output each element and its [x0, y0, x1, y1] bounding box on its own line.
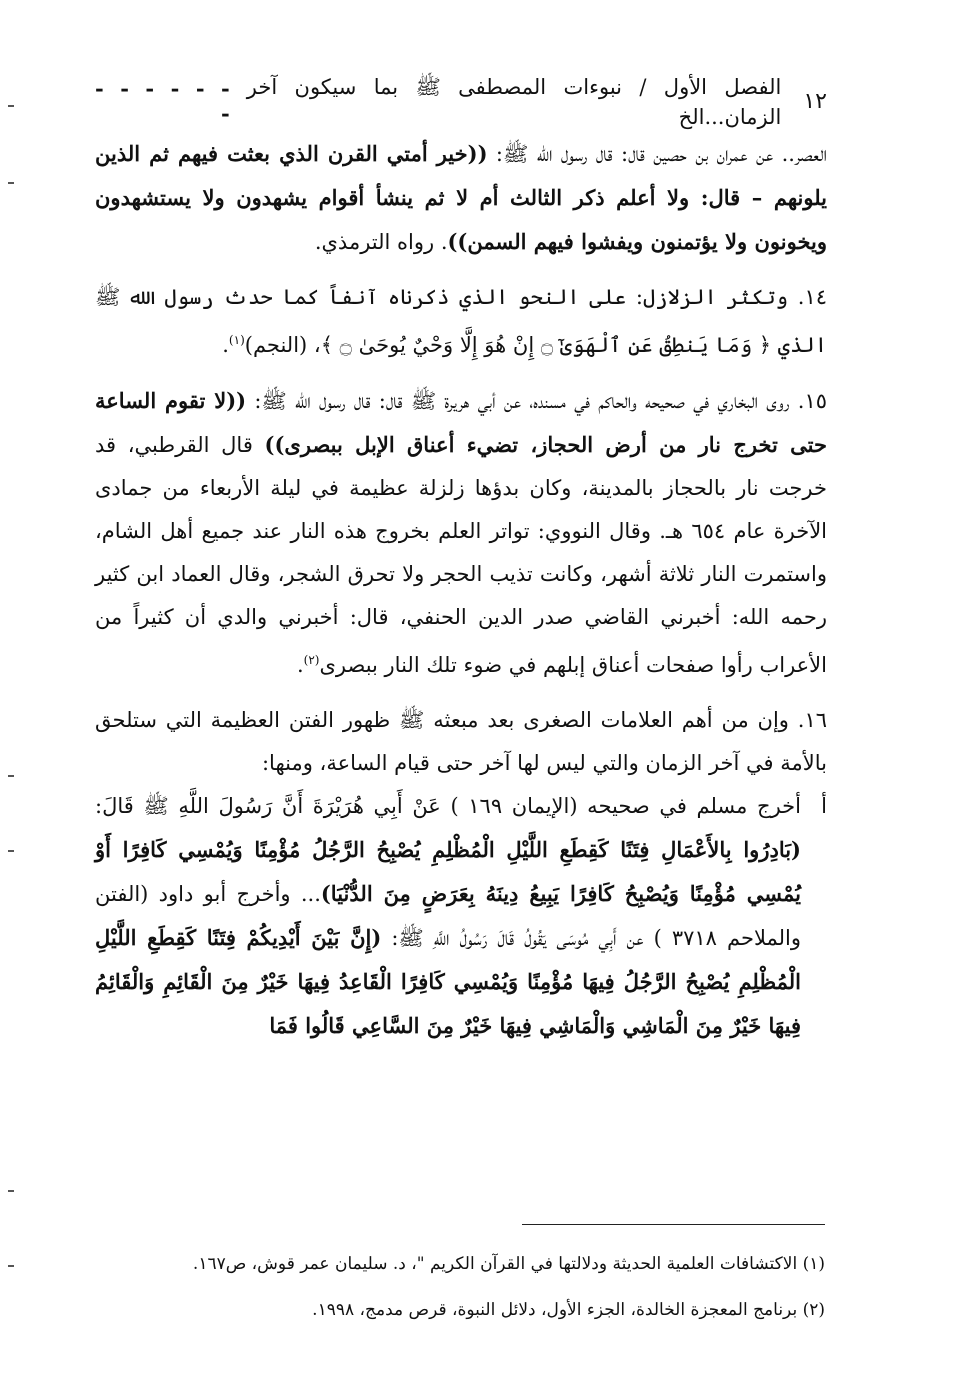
- item-a-hadith-1: (بَادِرُوا بِالأَعْمَالِ فِتَنًا كَقِطَعِ اللَّيْلِ الْمُظْلِمِ يُصْبِحُ الرَّجُلُ مُؤْمِنًا وَيُمْسِي كَافِرًا أَوْ يُمْسِي مُؤْمِنًا وَيُصْبِحُ كَافِرًا يَبِيعُ دِينَهُ بِعَرَضٍ مِنَ الدُّنْيَا): [95, 837, 801, 906]
- p14-text: ١٤. وتكثر الزلازل: على النحو الذي ذكرناه آنفاً كما حدث رسول الله ﷺ الذي ﴿ وَمَا يَنطِقُ عَنِ ٱلْهَوَىٰٓ ۝ إِنْ هُوَ إِلَّا وَحْيٌ يُوحَىٰ ۝ ﴾، (النجم): [95, 285, 827, 357]
- paragraph-14-earthquakes: [95, 276, 827, 367]
- paragraph-hadith-best-generation: [95, 132, 827, 264]
- p1-intro: العصر.. عن عمران بن حصين قال: قال رسول الله ﷺ:: [487, 142, 827, 166]
- page-body: [95, 74, 828, 1048]
- running-title: الفصل الأول / نبوءات المصطفى ﷺ بما سيكون آخر الزمان...الخ: [246, 74, 782, 129]
- header-dashes: - - - - - - -: [95, 76, 233, 126]
- footnote-2: (٢) برنامج المعجزة الخالدة، الجزء الأول، دلائل النبوة، قرص مدمج، ١٩٩٨.: [312, 1300, 825, 1320]
- scan-margin-mark: [8, 105, 14, 107]
- p15-intro: ١٥. روى البخاري في صحيحه والحاكم في مسنده، عن أبي هريرة ﷺ قال: قال رسول الله ﷺ:: [246, 389, 827, 413]
- item-a-muslim-intro: أخرج مسلم في صحيحه (الإيمان ١٦٩ ) عَنْ أَبِي هُرَيْرَةَ أَنَّ رَسُولَ اللَّهِ ﷺ قَالَ:: [95, 794, 801, 818]
- footnote-ref-1: (١): [228, 333, 245, 347]
- item-a-hadith-2: (إِنَّ بَيْنَ أَيْدِيكُمْ فِتَنًا كَقِطَعِ اللَّيْلِ الْمُظْلِمِ يُصْبِحُ الرَّجُلُ فِيهَا مُؤْمِنًا وَيُمْسِي كَافِرًا الْقَاعِدُ فِيهَا خَيْرٌ مِنَ الْقَائِمِ وَالْقَائِمُ فِيهَا خَيْرٌ مِنَ الْمَاشِي وَالْمَاشِي فِيهَا خَيْرٌ مِنَ السَّاعِي قَالُوا فَمَا: [95, 925, 801, 1038]
- running-header: [95, 74, 827, 129]
- scan-margin-mark: [8, 1190, 14, 1192]
- p15-commentary: قال القرطبي، قد خرجت نار بالحجاز بالمدينة، وكان بدؤها زلزلة عظيمة في ليلة الأربعاء من جمادى الآخرة عام ٦٥٤ هـ. وقال النووي: تواتر العلم بخروج هذه النار عند جميع أهل الشام، واستمرت النار ثلاثة أشهر، وكانت تذيب الحجر ولا تحرق الشجر، وقال العماد ابن كثير رحمه الله: أخبرني القاضي صدر الدين الحنفي، قال: أخبرني والدي أن كثيراً من الأعراب رأوا صفحات أعناق إبلهم في ضوء تلك النار ببصرى: [95, 433, 828, 677]
- list-item-a: [95, 785, 827, 1048]
- footnote-1: (١) الاكتشافات العلمية الحديثة ودلالتها في القرآن الكريم "، د. سليمان عمر قوش، ص١٦٧.: [192, 1254, 825, 1274]
- scan-margin-mark: [8, 775, 14, 777]
- p14-end: .: [222, 333, 229, 357]
- paragraph-15-fire-hijaz: [95, 379, 827, 687]
- p15-end: .: [296, 653, 304, 677]
- p15-hadith: ((لا تقوم الساعة حتى تخرج نار من أرض الحجاز، تضيء أعناق الإبل ببصرى)): [95, 388, 827, 457]
- scan-margin-mark: [8, 850, 14, 852]
- item-a-abudawud-intro: ... وأخرج أبو داود (الفتن والملاحم ٣٧١٨ ) عن أَبِي مُوسَى يَقُولُ قَالَ رَسُولُ اللَّهِ ﷺ:: [95, 882, 801, 950]
- paragraph-16-trials: ١٦. وإن من أهم العلامات الصغرى بعد مبعثه ﷺ ظهور الفتن العظيمة التي ستلحق بالأمة في آخر الزمان والتي ليس لها آخر حتى قيام الساعة، ومنها:: [95, 708, 827, 775]
- p1-hadith: ((خير أمتي القرن الذي بعثت فيهم ثم الذين يلونهم – قال: ولا أعلم ذكر الثالث أم لا ثم ينشأ أقوام يشهدون ولا يستشهدون ويخونون ولا يؤتمنون ويفشوا فيهم السمن)): [95, 141, 827, 254]
- scan-margin-mark: [8, 1265, 14, 1267]
- list-item-a-text: [95, 785, 801, 1048]
- page-number: ١٢: [803, 88, 827, 114]
- p1-source: . رواه الترمذي.: [314, 230, 448, 254]
- list-item-label: أ: [821, 794, 827, 818]
- scan-margin-mark: [8, 182, 14, 184]
- footnote-ref-2: (٢): [303, 653, 320, 667]
- footnote-separator: [522, 1224, 825, 1225]
